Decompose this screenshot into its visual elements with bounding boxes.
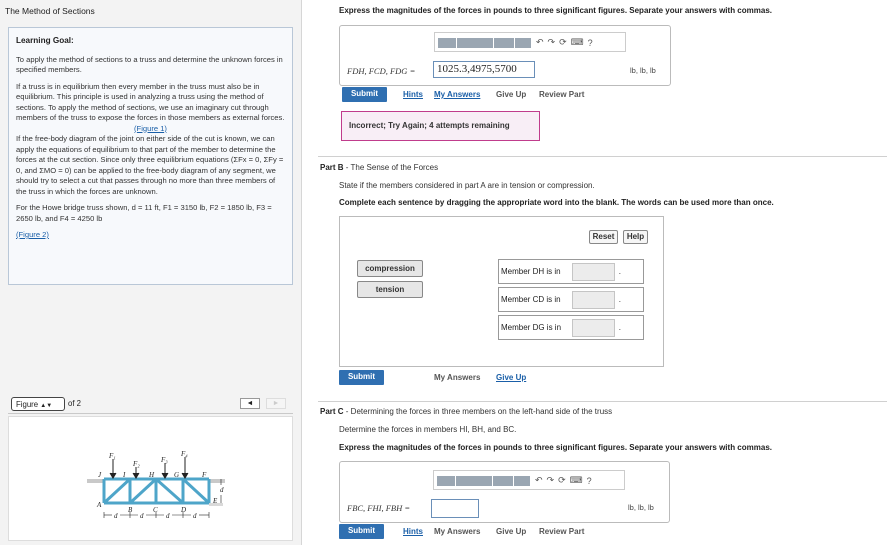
template-icon[interactable] [438,38,456,48]
undo-icon[interactable]: ↶ [536,37,544,48]
label-d3: d [166,512,170,520]
drop-target-cd[interactable] [572,291,615,309]
part-c-hints-link[interactable]: Hints [403,527,423,536]
reset-icon[interactable]: ⟳ [559,37,567,48]
part-a-feedback: Incorrect; Try Again; 4 attempts remaining [341,111,540,141]
part-c-answer-input[interactable] [431,499,479,518]
truss-figure [9,417,294,542]
goal-paragraph-4: For the Howe bridge truss shown, d = 11 ft, F1 = 3150 lb, F2 = 1850 lb, F3 = 2650 lb, and F4 = 4250 lb [16,203,272,223]
label-f: F [202,471,207,479]
part-c-give-up-link[interactable]: Give Up [496,527,527,536]
fraction-icon[interactable] [457,38,493,48]
redo-icon[interactable]: ↷ [546,475,555,486]
part-c-question: Determine the forces in members HI, BH, and BC. [339,425,517,434]
fraction-icon[interactable] [456,476,492,486]
learning-goal-heading: Learning Goal: [16,36,74,45]
label-f1: F₁ [109,452,116,460]
part-c-title: Part C - Determining the forces in three members on the left-hand side of the truss [320,407,613,416]
part-c-answer-box [339,461,670,523]
vector-icon[interactable] [494,38,514,48]
part-b-my-answers-link[interactable]: My Answers [434,373,481,382]
label-d1: d [114,512,118,520]
redo-icon[interactable]: ↷ [547,37,556,48]
part-a-my-answers-link[interactable]: My Answers [434,90,481,99]
figure-area [8,416,293,541]
divider-a-b [318,156,887,157]
reset-button[interactable]: Reset [589,230,618,244]
part-a-give-up-link[interactable]: Give Up [496,90,527,99]
figure-1-link[interactable]: (Figure 1) [134,123,167,133]
label-d4: d [193,512,197,520]
figure-count: of 2 [68,399,82,408]
part-b-question: State if the members considered in part A are in tension or compression. [339,181,595,190]
help-icon[interactable]: ? [587,37,593,48]
part-c-submit-button[interactable]: Submit [339,524,384,539]
label-d-vertical: d [220,486,224,494]
part-b-drag-area [339,216,664,367]
part-b-give-up-link[interactable]: Give Up [496,373,527,382]
label-a: A [97,501,102,509]
learning-goal-box [8,27,293,285]
goal-paragraph-2: If a truss is in equilibrium then every member in the truss must also be in equilibrium. This principle is used in analyzing a truss using the method of sections. To apply the method of sections, we use an imaginary cut through members of the truss to expose the forces in those members as external forces. [16,81,285,122]
part-a-answer-input[interactable]: 1025.3,4975,5700 [433,61,535,78]
truss-members [104,479,209,503]
goal-paragraph-3: If the free-body diagram of the joint on either side of the cut is known, we can apply the equations of equilibrium to that part of the member to determine the forces at the cut section. Since only three equilibrium equations (ΣFx = 0, ΣFy = 0, and ΣMO = 0) can be applied to the free-body diagram of any segment, we should try to select a cut that passes through no more than three members of the truss in which the forces are unknown. [16,134,284,196]
part-a-answer-box [339,25,671,86]
divider-b-c [318,401,887,402]
select-arrows-icon: ▲▼ [40,403,53,409]
keyboard-icon[interactable]: ⌨ [569,475,583,486]
help-button[interactable]: Help [623,230,648,244]
part-a-equation-label: FDH, FCD, FDG = [347,66,416,76]
symbol-icon[interactable] [514,476,530,486]
figure-prev-button[interactable]: ◄ [240,398,260,409]
sentence-row-dg: Member DG is in . [498,315,644,340]
symbol-icon[interactable] [515,38,531,48]
label-c: C [153,506,158,514]
sentence-row-dh: Member DH is in . [498,259,644,284]
part-a-units: lb, lb, lb [630,66,656,75]
vector-icon[interactable] [493,476,513,486]
part-b-instruction: Complete each sentence by dragging the appropriate word into the blank. The words can be used more than once. [339,198,774,207]
part-c-units: lb, lb, lb [628,503,654,512]
keyboard-icon[interactable]: ⌨ [570,37,584,48]
undo-icon[interactable]: ↶ [535,475,543,486]
right-support [209,479,225,483]
label-h: H [149,471,155,479]
goal-paragraph-1: To apply the method of sections to a truss and determine the unknown forces in specified members. [16,54,283,74]
label-f4: F₄ [181,450,188,458]
label-i: I [123,471,126,479]
label-f3: F₃ [161,456,168,464]
drop-target-dg[interactable] [572,319,615,337]
part-a-instruction: Express the magnitudes of the forces in pounds to three significant figures. Separate your answers with commas. [339,6,772,15]
help-icon[interactable]: ? [586,475,592,486]
word-chip-compression[interactable]: compression [357,260,423,277]
left-support [87,479,103,483]
label-b: B [128,506,133,514]
app-title: The Method of Sections [5,6,95,16]
word-chip-tension[interactable]: tension [357,281,423,298]
figure-select[interactable]: Figure ▲▼ [11,397,65,411]
part-c-review-link[interactable]: Review Part [539,527,585,536]
part-a-submit-button[interactable]: Submit [342,87,387,102]
label-d2: d [140,512,144,520]
figure-navigation [8,396,293,414]
part-c-my-answers-link[interactable]: My Answers [434,527,481,536]
label-j: J [98,471,102,479]
label-f2: F₂ [133,460,140,468]
sentence-row-cd: Member CD is in . [498,287,644,312]
drop-target-dh[interactable] [572,263,615,281]
template-icon[interactable] [437,476,455,486]
part-a-review-link[interactable]: Review Part [539,90,585,99]
label-d: D [181,506,187,514]
label-e: E [213,497,218,505]
label-g: G [174,471,180,479]
part-b-submit-button[interactable]: Submit [339,370,384,385]
part-c-instruction: Express the magnitudes of the forces in pounds to three significant figures. Separate your answers with commas. [339,443,772,452]
figure-2-link[interactable]: (Figure 2) [16,230,49,239]
part-b-title: Part B - The Sense of the Forces [320,163,439,172]
part-c-equation-label: FBC, FHI, FBH = [347,503,411,513]
reset-icon[interactable]: ⟳ [558,475,566,486]
figure-next-button[interactable]: ► [266,398,286,409]
part-a-math-toolbar[interactable] [434,32,626,52]
part-a-hints-link[interactable]: Hints [403,90,423,99]
part-c-math-toolbar[interactable] [433,470,625,490]
